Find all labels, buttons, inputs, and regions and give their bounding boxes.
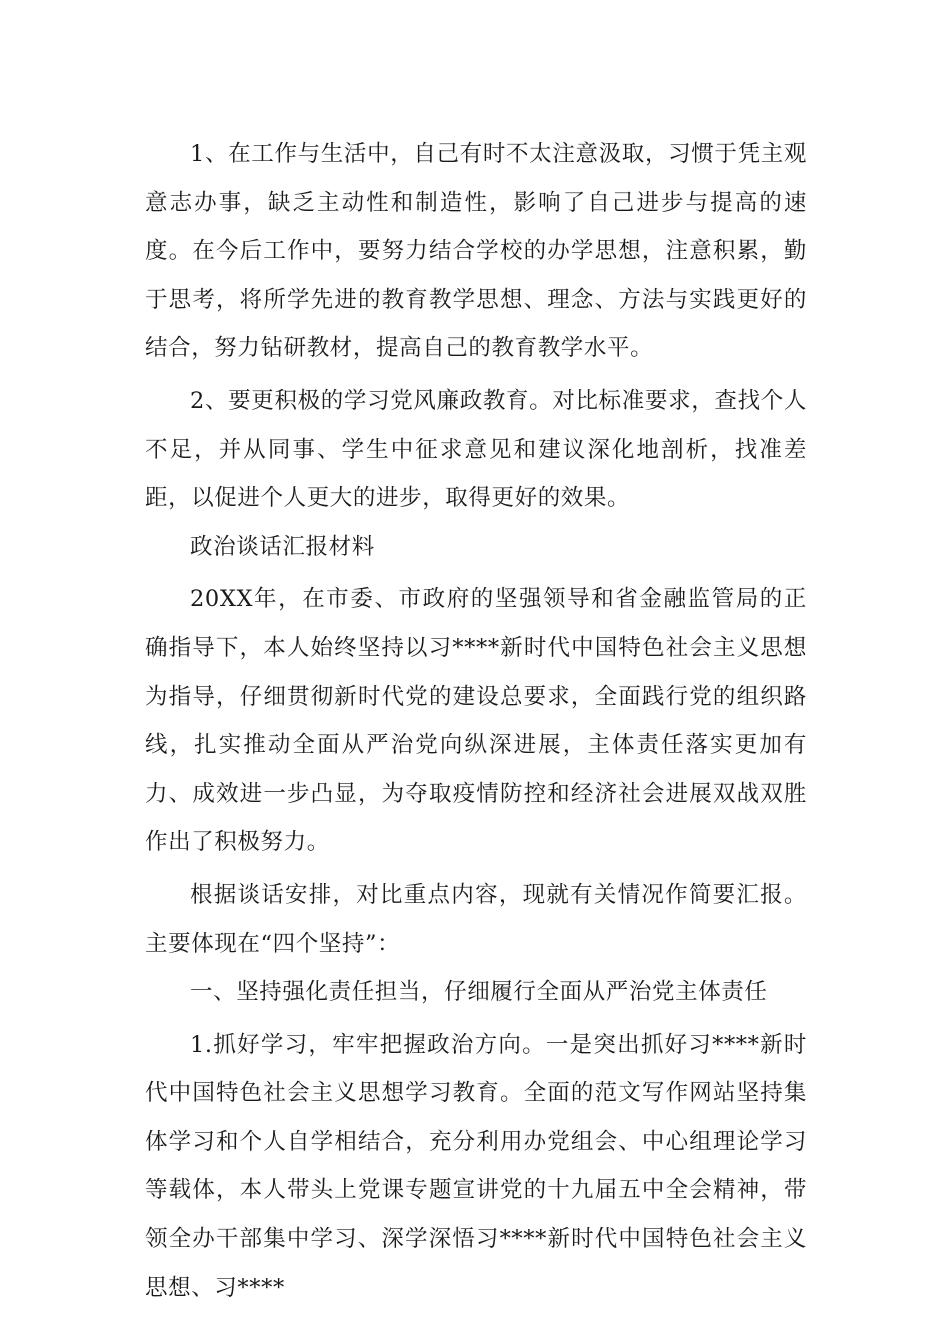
paragraph-2: 2、要更积极的学习党风廉政教育。对比标准要求，查找个人不足，并从同事、学生中征求意见和建议深化地剖析，找准差距，以促进个人更大的进步，取得更好的效果。 bbox=[145, 387, 807, 512]
document-body bbox=[145, 130, 807, 1312]
paragraph-3: 20XX年，在市委、市政府的坚强领导和省金融监管局的正确指导下，本人始终坚持以习****新时代中国特色社会主义思想为指导，仔细贯彻新时代党的建设总要求，全面践行党的组织路线，扎实推动全面从严治党向纵深进展，主体责任落实更加有力、成效进一步凸显，为夺取疫情防控和经济社会进展双战双胜作出了积极努力。 bbox=[145, 586, 807, 856]
paragraph-1: 1、在工作与生活中，自己有时不太注意汲取，习惯于凭主观意志办事，缺乏主动性和制造性，影响了自己进步与提高的速度。在今后工作中，要努力结合学校的办学思想，注意积累，勤于思考，将所学先进的教育教学思想、理念、方法与实践更好的结合，努力钻研教材，提高自己的教育教学水平。 bbox=[145, 141, 807, 362]
paragraph-4: 根据谈话安排，对比重点内容，现就有关情况作简要汇报。主要体现在“四个坚持”： bbox=[145, 881, 807, 957]
section-heading-1: 一、坚持强化责任担当，仔细履行全面从严治党主体责任 bbox=[190, 979, 768, 1006]
section-title: 政治谈话汇报材料 bbox=[190, 533, 375, 560]
paragraph-5: 1.抓好学习，牢牢把握政治方向。一是突出抓好习****新时代中国特色社会主义思想学习教育。全面的范文写作网站坚持集体学习和个人自学相结合，充分利用办党组会、中心组理论学习等载体，本人带头上党课专题宣讲党的十九届五中全会精神，带领全办干部集中学习、深学深悟习****新时代中国特色社会主义思想、习**** bbox=[145, 1031, 807, 1301]
